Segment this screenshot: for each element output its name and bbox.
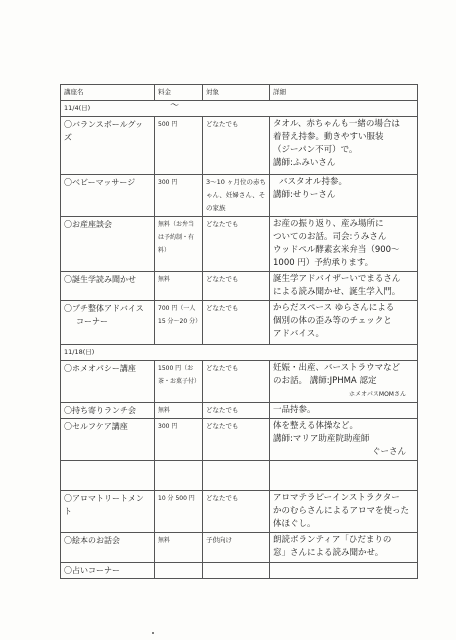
row-target: 3〜10 ヶ月位の赤ちゃん、妊婦さん、その家族 [203,175,270,217]
row-detail [270,175,418,217]
row-name-line: 〇プチ整体アドバイス [64,304,144,313]
table-row [61,217,418,272]
detail-line: （ジーパン不可）で。 [273,145,358,155]
section-date: 11/4(日) [64,104,91,112]
table-row [61,361,418,403]
row-target: どなたでも [203,491,270,533]
row-detail [270,563,418,579]
detail-line: タオル、赤ちゃんも一緒の場合は [273,119,400,129]
detail-line: ホメオパスMOMさん [349,391,406,398]
row-target: どなたでも [203,301,270,345]
detail-line: ウッドペル酵素玄米弁当（900〜 [273,245,400,255]
row-fee [155,563,203,579]
header-name: 講座名 [61,85,155,101]
row-detail [270,117,418,175]
table-row [61,272,418,301]
table-row [61,491,418,533]
row-name: 〇占いコーナー [61,563,155,579]
row-target [203,563,270,579]
row-target: どなたでも [203,272,270,301]
table-row [61,461,418,491]
row-name [61,301,155,345]
header-fee: 料金 [155,85,203,101]
row-fee: 500 円 [155,117,203,175]
detail-line: お産の振り返り、産み場所に [273,219,384,229]
detail-line: のお話。 講師:JPHMA 認定 [273,376,377,386]
table-header-row [61,85,418,101]
row-fee: 10 分 500 円 [155,491,203,533]
row-detail [270,301,418,345]
row-detail [270,419,418,461]
detail-line: 1000 円）予約承ります。 [273,258,374,268]
row-detail: 一品持参。 [270,403,418,419]
detail-line: 講師:せりーさん [273,190,336,200]
row-name-line: コーナー [76,317,108,326]
detail-line: 体を整える体操など。 [273,421,359,431]
detail-line: 体ほぐし。 [273,519,316,529]
detail-line: ぐーさん [371,447,406,457]
table-row [61,419,418,461]
row-name: 〇バランスボールグッズ [61,117,155,175]
table-row [61,175,418,217]
row-detail [270,217,418,272]
table-row [61,117,418,175]
row-target: どなたでも [203,217,270,272]
row-name: 〇絵本のお話会 [61,533,155,563]
detail-line: 妊娠・出産、バーストラウマなど [273,363,401,373]
row-target: どなたでも [203,403,270,419]
table-row [61,403,418,419]
detail-line: 誕生学アドバイザーいでまるさん [273,274,401,284]
row-target: 子供向け [203,533,270,563]
detail-line: 個別の体の歪み等のチェックと [273,316,392,326]
row-fee: 300 円 [155,419,203,461]
detail-line: 着替え持参。動きやすい服装 [273,132,384,142]
row-fee: 無料 [155,403,203,419]
row-fee: 無料 [155,272,203,301]
row-detail [270,533,418,563]
detail-line: からだスペース ゆらさんによる [273,303,395,313]
scan-speck [152,632,154,634]
table-row [61,533,418,563]
row-name: 〇持ち寄りランチ会 [61,403,155,419]
detail-line: バスタオル持参。 [279,177,348,187]
row-target: どなたでも [203,117,270,175]
row-fee: 700 円（一人 15 分〜20 分） [155,301,203,345]
row-name: 〇ベビーマッサージ [61,175,155,217]
row-detail [270,491,418,533]
detail-line: 窓」さんによる読み聞かせ。 [273,548,384,558]
row-fee: 300 円 [155,175,203,217]
section-date-row [61,345,418,361]
row-detail [270,272,418,301]
row-name [61,461,155,491]
row-name: 〇アロマトリートメント [61,491,155,533]
row-target: どなたでも [203,361,270,403]
row-fee: 無料（お弁当は予約制・有料） [155,217,203,272]
header-detail: 詳細 [270,85,418,101]
detail-line: ついてのお話。司会:うみさん [273,232,387,242]
detail-line: 講師:マリア助産院助産師 [273,434,370,444]
detail-line: アドバイス。 [273,329,325,339]
table-row [61,563,418,579]
row-name: 〇セルフケア講座 [61,419,155,461]
detail-line: 朗読ボランティア「ひだまりの [273,535,392,545]
row-fee: 無料 [155,533,203,563]
section-date: 11/18(日) [61,345,418,361]
row-detail [270,361,418,403]
table-row [61,301,418,345]
detail-line: による読み聞かせ、誕生学入門。 [273,287,401,297]
row-name: 〇お産座談会 [61,217,155,272]
tilde-mark: 〜 [170,101,180,111]
row-name: 〇誕生学読み聞かせ [61,272,155,301]
section-date-row [61,101,418,117]
detail-line: 講師:ふみいさん [273,158,336,168]
row-name: 〇ホメオパシー講座 [61,361,155,403]
detail-line: アロマテラピーインストラクター [273,493,400,503]
row-fee: 1500 円（お茶・お菓子付） [155,361,203,403]
row-target: どなたでも [203,419,270,461]
schedule-table [60,84,418,579]
header-target: 対象 [203,85,270,101]
detail-line: かのむらさんによるアロマを使った [273,506,410,516]
